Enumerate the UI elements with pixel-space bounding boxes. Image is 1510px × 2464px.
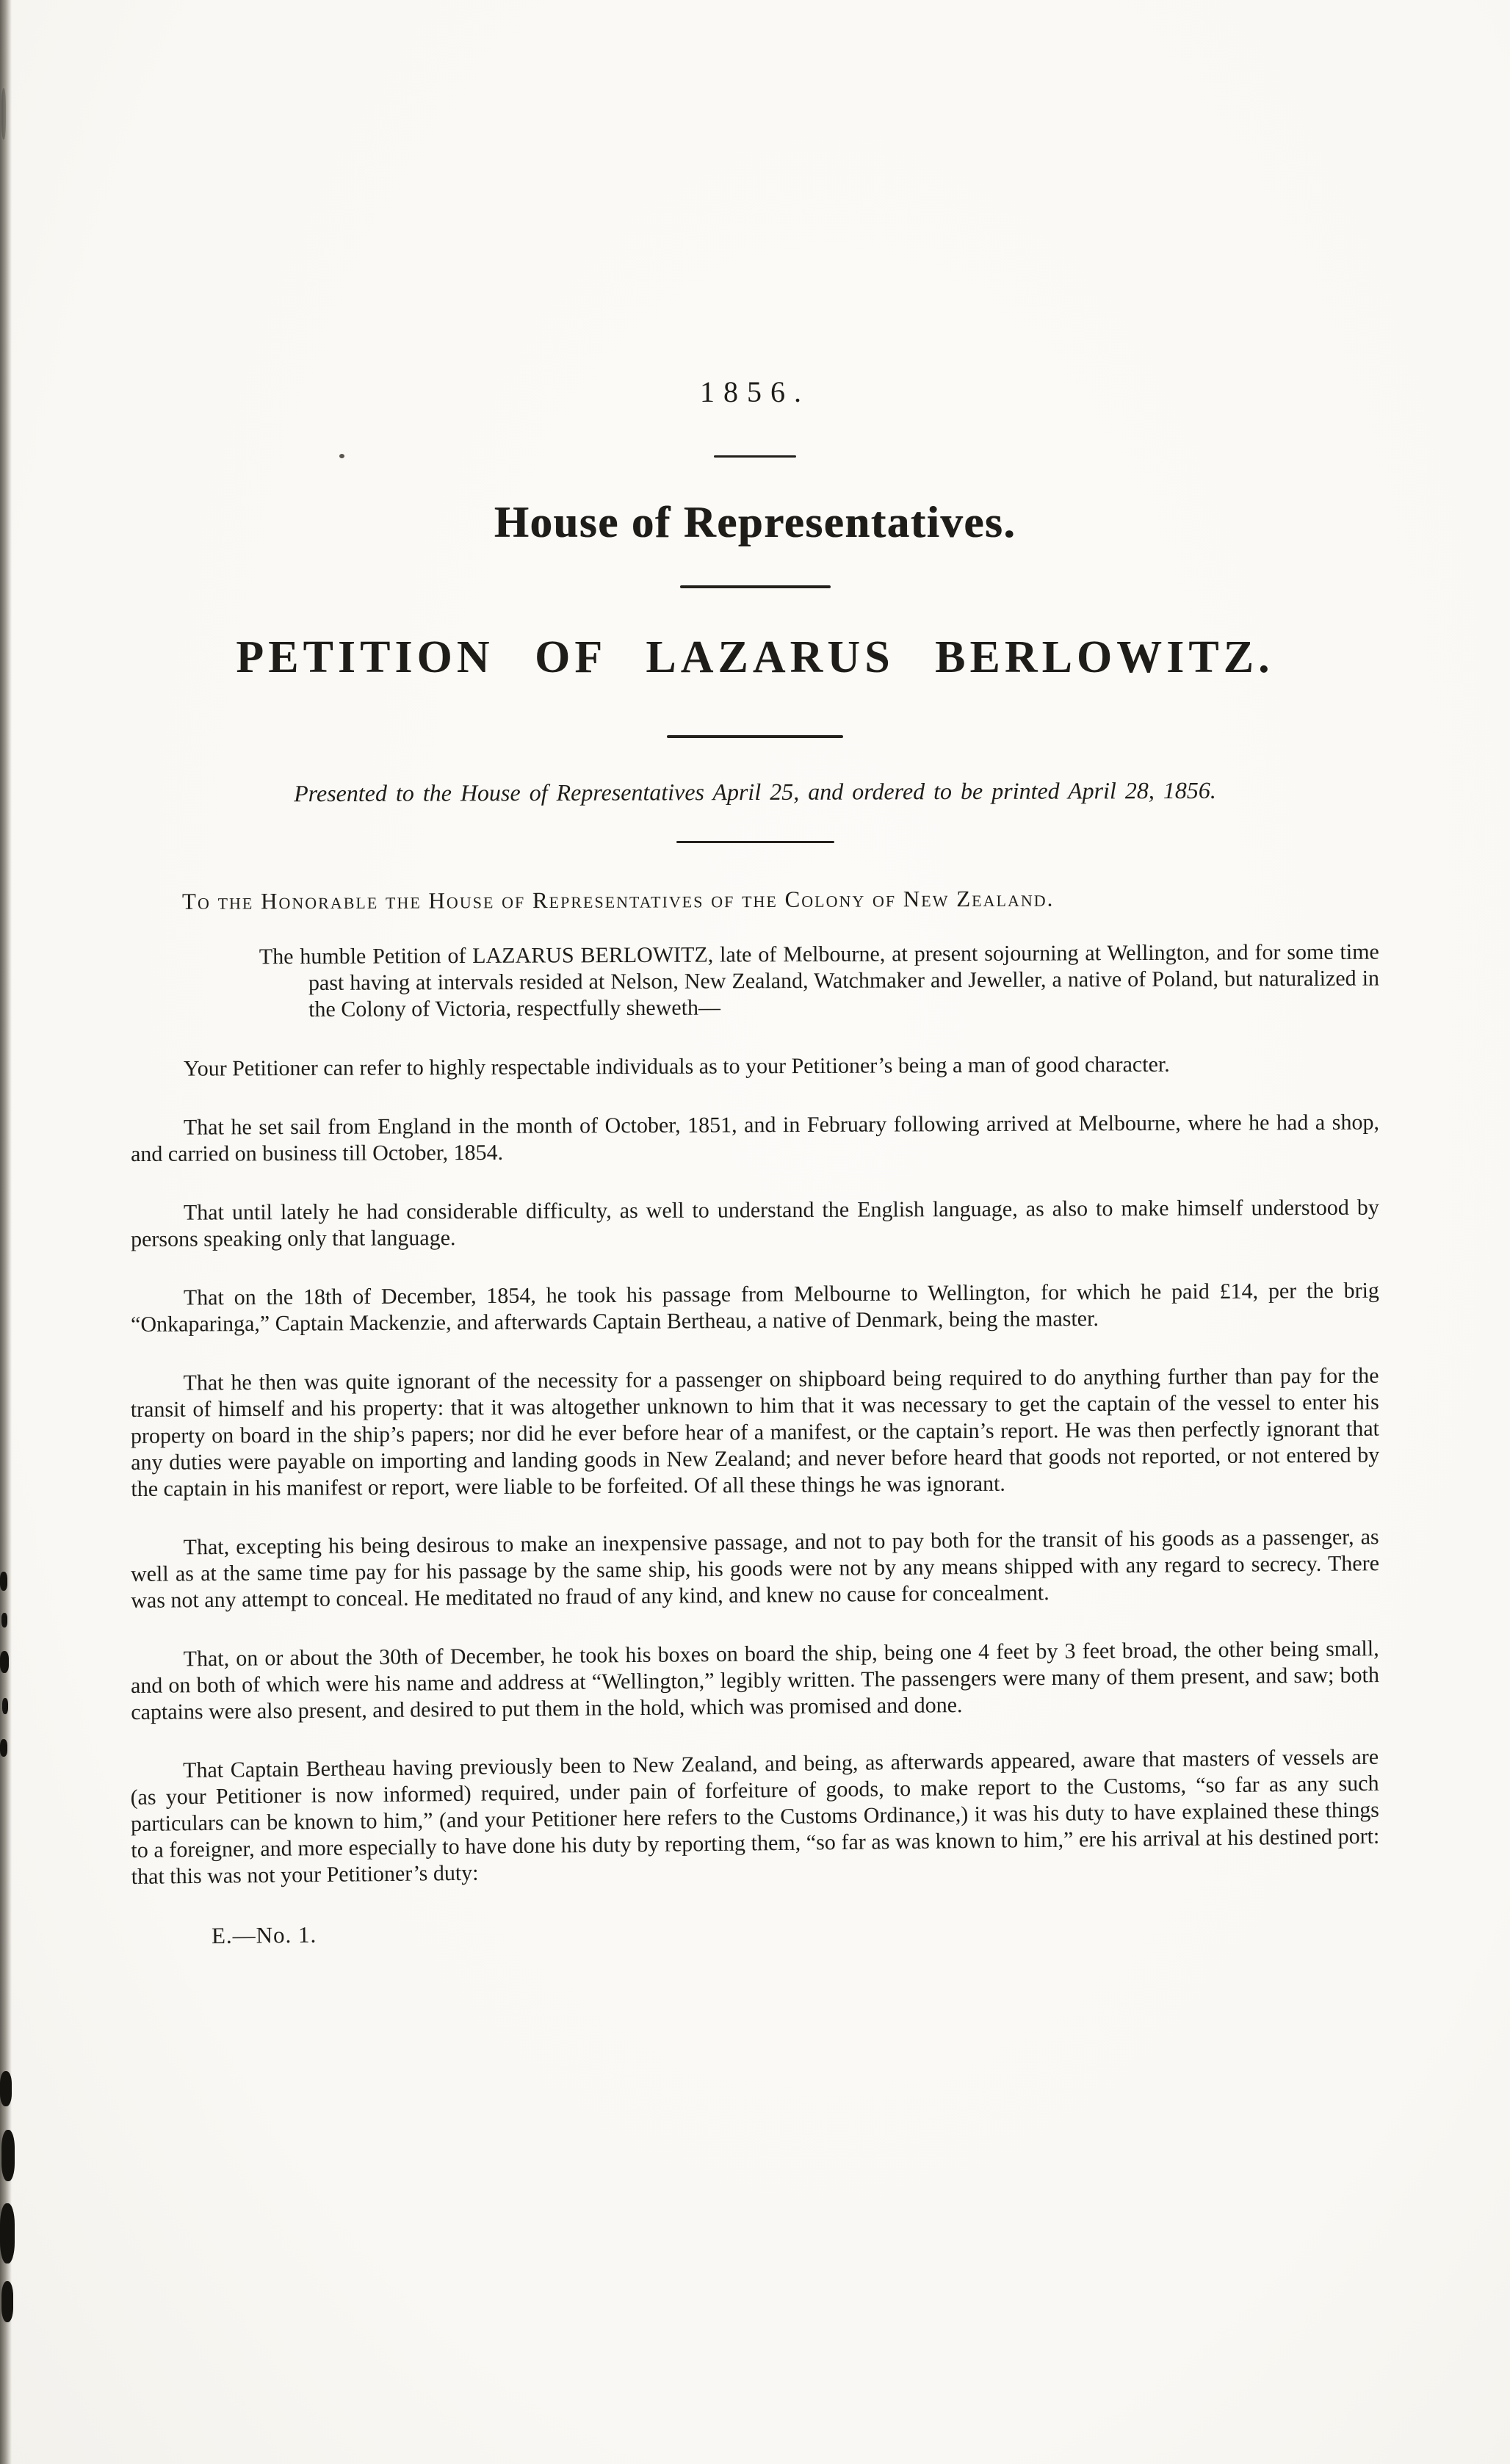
scan-ink-blot (0, 1572, 7, 1591)
scan-ink-blot (1, 1613, 7, 1627)
divider-rule (676, 841, 834, 843)
divider-rule (667, 735, 843, 738)
petition-paragraph: That he set sail from England in the month of October, 1851, and in February following arrived at Melbourne, where he had a shop, and carried on business till October, 1854. (131, 1110, 1379, 1166)
document-content (131, 0, 1379, 1949)
petition-body (130, 885, 1380, 1949)
divider-rule (680, 585, 831, 588)
document-number: E.—No. 1. (211, 1921, 317, 1948)
scan-ink-blot (2, 1698, 8, 1714)
divider-rule (714, 455, 796, 458)
scan-ink-blot (0, 1739, 7, 1757)
scan-ink-blot (1, 2130, 15, 2181)
petition-paragraph: That, excepting his being desirous to make an inexpensive passage, and not to pay both for the transit of his goods as a passenger, as well as at the same time pay for his passage by the same ship, his goods were not by any means shipped with any regard to secrecy. There was not any attempt to conceal. He meditated no fraud of any kind, and knew no cause for concealment. (130, 1525, 1380, 1613)
scan-ink-blot (1, 88, 6, 140)
petition-title: PETITION OF LAZARUS BERLOWITZ. (236, 632, 1274, 682)
scan-ink-blot (0, 1651, 9, 1673)
year-heading: 1856. (700, 375, 810, 408)
scan-ink-blot (0, 2071, 12, 2106)
salutation-line: To the Honorable the House of Representatives of the Colony of New Zealand. (181, 885, 1055, 914)
petition-paragraph: That on the 18th of December, 1854, he took his passage from Melbourne to Wellington, for which he paid £14, per the brig “Onkaparinga,” Captain Mackenzie, and afterwards Captain Bertheau, a native of Denmark, being the master. (131, 1278, 1379, 1337)
scan-speck (339, 454, 344, 458)
petition-paragraph: Your Petitioner can refer to highly respectable individuals as to your Petitioner’s being a man of good character. (183, 1052, 1170, 1081)
masthead-title: House of Representatives. (494, 498, 1016, 546)
petition-paragraph: That until lately he had considerable difficulty, as well to understand the English language, as also to make himself understood by persons speaking only that language. (131, 1195, 1379, 1251)
presented-line: Presented to the House of Representatives April 25, and ordered to be printed April 28, 1856. (294, 776, 1216, 807)
scan-ink-blot (1, 2281, 13, 2322)
petition-preamble: The humble Petition of LAZARUS BERLOWITZ, late of Melbourne, at present sojourning at Wellington, and for some time past having at intervals resided at Nelson, New Zealand, Watchmaker and Jeweller, a native of Poland, but naturalized in the Colony of Victoria, respectfully sheweth— (259, 939, 1380, 1022)
scan-ink-blot (0, 2203, 15, 2264)
petition-paragraph: That he then was quite ignorant of the necessity for a passenger on shipboard being required to do anything further than pay for the transit of himself and his property: that it was altogether unknown to him that it was necessary to get the captain of the vessel to enter his property on board in the ship’s papers; nor did he ever before hear of a manifest, or the captain’s report. He was then perfectly ignorant that any duties were payable on importing and landing goods in New Zealand; and never before heard that goods not reported, or not entered by the captain in his manifest or report, were liable to be forfeited. Of all these things he was ignorant. (130, 1363, 1380, 1501)
petition-paragraph: That, on or about the 30th of December, he took his boxes on board the ship, being one 4 feet by 3 feet broad, the other being small, and on both of which were his name and address at “Wellington,” legibly written. The passengers were many of them present, and saw; both captains were also present, and desired to put them in the hold, which was promised and done. (130, 1636, 1380, 1724)
petition-paragraph: That Captain Bertheau having previously been to New Zealand, and being, as afterwards appeared, aware that masters of vessels are (as your Petitioner is now informed) required, under pain of forfeiture of goods, to make report to the Customs, “so far as any such particulars can be known to him,” (and your Petitioner here refers to the Customs Ordinance,) it was his duty to have explained these things to a foreigner, and more especially to have done his duty by reporting them, “so far as was known to him,” ere his arrival at his destined port: that this was not your Petitioner’s duty: (130, 1744, 1380, 1889)
